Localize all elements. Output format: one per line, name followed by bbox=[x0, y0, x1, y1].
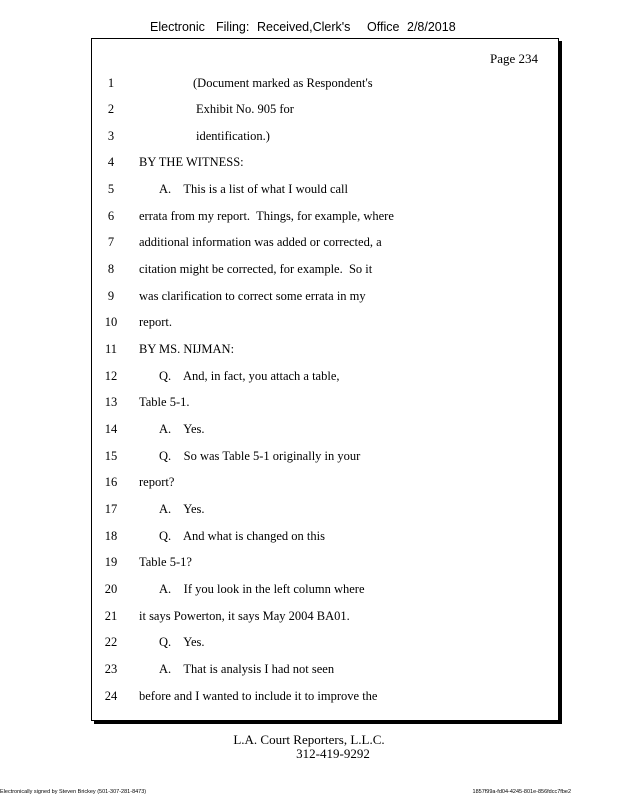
line-number: 10 bbox=[104, 315, 118, 329]
line-text: A. Yes. bbox=[159, 422, 205, 436]
transcript-line bbox=[92, 689, 558, 715]
filing-word-electronic: Electronic bbox=[150, 20, 205, 34]
transcript-line bbox=[92, 609, 558, 635]
transcript-line bbox=[92, 475, 558, 501]
line-text: Table 5-1? bbox=[139, 555, 192, 569]
line-text: Q. So was Table 5-1 originally in your bbox=[159, 449, 361, 463]
line-text: A. This is a list of what I would call bbox=[159, 182, 348, 196]
line-number: 1 bbox=[107, 76, 115, 90]
transcript-line bbox=[92, 289, 558, 315]
line-number: 3 bbox=[107, 129, 115, 143]
page-number: Page 234 bbox=[489, 51, 538, 66]
line-number: 5 bbox=[107, 182, 115, 196]
line-text: identification.) bbox=[196, 129, 270, 143]
transcript-line bbox=[92, 635, 558, 661]
line-text: was clarification to correct some errata in my bbox=[139, 289, 366, 303]
transcript-line bbox=[92, 422, 558, 448]
line-number: 20 bbox=[104, 582, 118, 596]
transcript-page bbox=[91, 38, 559, 721]
transcript-line bbox=[92, 209, 558, 235]
transcript-line bbox=[92, 662, 558, 688]
line-text: Exhibit No. 905 for bbox=[196, 102, 294, 116]
line-number: 14 bbox=[104, 422, 118, 436]
transcript-line bbox=[92, 449, 558, 475]
line-text: A. That is analysis I had not seen bbox=[159, 662, 335, 676]
line-number: 8 bbox=[107, 262, 115, 276]
line-text: additional information was added or corrected, a bbox=[139, 235, 382, 249]
line-number: 13 bbox=[104, 395, 118, 409]
line-number: 7 bbox=[107, 235, 115, 249]
line-text: citation might be corrected, for example. So it bbox=[139, 262, 373, 276]
transcript-line bbox=[92, 369, 558, 395]
line-text: Q. Yes. bbox=[159, 635, 205, 649]
line-number: 4 bbox=[107, 155, 115, 169]
transcript-line bbox=[92, 502, 558, 528]
line-number: 9 bbox=[107, 289, 115, 303]
line-number: 24 bbox=[104, 689, 118, 703]
transcript-line bbox=[92, 395, 558, 421]
line-text: before and I wanted to include it to improve the bbox=[139, 689, 378, 703]
line-number: 23 bbox=[104, 662, 118, 676]
transcript-line bbox=[92, 529, 558, 555]
line-number: 12 bbox=[104, 369, 118, 383]
transcript-line bbox=[92, 235, 558, 261]
line-number: 18 bbox=[104, 529, 118, 543]
line-text: report. bbox=[139, 315, 172, 329]
electronic-signature: Electronically signed by Steven Brickey (501-307-281-8473) bbox=[0, 789, 147, 795]
filing-word-office: Office bbox=[367, 20, 400, 34]
line-text: BY MS. NIJMAN: bbox=[139, 342, 235, 356]
transcript-line bbox=[92, 129, 558, 155]
transcript-line bbox=[92, 555, 558, 581]
filing-date: 2/8/2018 bbox=[407, 20, 456, 34]
court-reporter-footer bbox=[0, 733, 618, 761]
line-number: 11 bbox=[104, 342, 118, 356]
line-text: A. If you look in the left column where bbox=[159, 582, 365, 596]
line-number: 22 bbox=[104, 635, 118, 649]
transcript-line bbox=[92, 102, 558, 128]
transcript-line bbox=[92, 315, 558, 341]
line-number: 2 bbox=[107, 102, 115, 116]
line-text: it says Powerton, it says May 2004 BA01. bbox=[139, 609, 350, 623]
line-text: errata from my report. Things, for example, where bbox=[139, 209, 394, 223]
line-number: 21 bbox=[104, 609, 118, 623]
transcript-line bbox=[92, 155, 558, 181]
document-id: 1857f99a-fd04-4245-801e-856fdcc7fbe2 bbox=[472, 789, 571, 795]
transcript-line bbox=[92, 76, 558, 102]
reporter-phone: 312-419-9292 bbox=[296, 746, 370, 761]
line-number: 15 bbox=[104, 449, 118, 463]
transcript-line bbox=[92, 582, 558, 608]
line-text: BY THE WITNESS: bbox=[139, 155, 244, 169]
line-text: report? bbox=[139, 475, 175, 489]
line-text: Q. And what is changed on this bbox=[159, 529, 325, 543]
line-number: 16 bbox=[104, 475, 118, 489]
transcript-line bbox=[92, 342, 558, 368]
line-text: Table 5-1. bbox=[139, 395, 190, 409]
line-number: 6 bbox=[107, 209, 115, 223]
filing-word-received: Received,Clerk's bbox=[257, 20, 351, 34]
filing-word-filing: Filing: bbox=[216, 20, 250, 34]
transcript-line bbox=[92, 182, 558, 208]
line-text: Q. And, in fact, you attach a table, bbox=[159, 369, 340, 383]
transcript-line bbox=[92, 262, 558, 288]
line-text: (Document marked as Respondent's bbox=[193, 76, 373, 90]
line-number: 17 bbox=[104, 502, 118, 516]
reporter-company: L.A. Court Reporters, L.L.C. bbox=[233, 732, 385, 747]
line-number: 19 bbox=[104, 555, 118, 569]
line-text: A. Yes. bbox=[159, 502, 205, 516]
